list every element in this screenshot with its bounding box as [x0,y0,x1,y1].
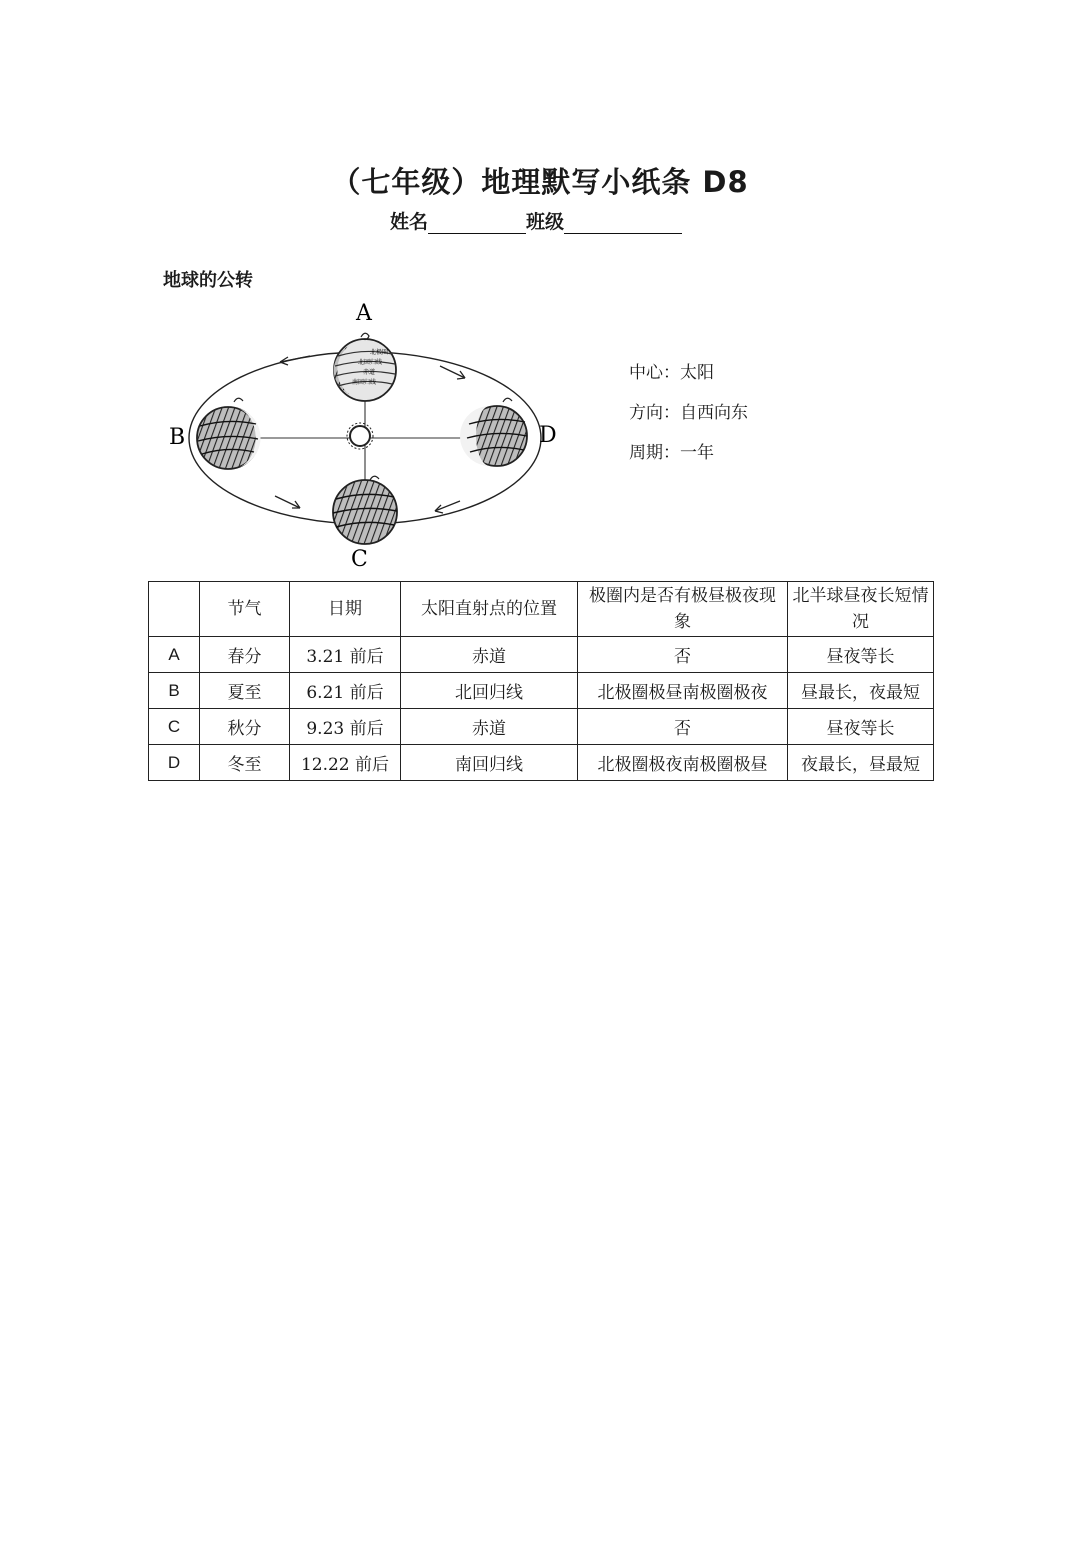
globe-a-line-label: 南回归线 [352,379,377,386]
table-row [149,673,934,709]
cell: 夜最长，昼最短 [788,745,934,781]
cell: 否 [578,637,788,673]
table-row [149,709,934,745]
label-d: D [539,423,557,448]
cell: 冬至 [200,745,290,781]
cell: 12.22 前后 [290,745,401,781]
cell: 北极圈极昼南极圈极夜 [578,673,788,709]
class-blank[interactable] [564,211,682,234]
globe-a-line-label: 北回归线 [358,359,383,366]
name-label: 姓名 [390,211,429,233]
header-cell: 极圈内是否有极昼极夜现象 [578,582,788,637]
header-cell [149,582,200,637]
sun-icon [347,423,373,449]
label-a: A [356,301,372,326]
cell: 北回归线 [401,673,578,709]
cell: 昼最长，夜最短 [788,673,934,709]
cell: A [149,637,200,673]
globe-a-line-label: 北极圈 [370,349,389,356]
globe-a-icon [334,333,396,401]
section-title: 地球的公转 [163,270,253,291]
info-period: 周期：一年 [629,443,714,463]
cell: 9.23 前后 [290,709,401,745]
revolution-diagram [160,296,570,574]
globe-b-icon [197,398,261,469]
globe-d-icon [460,398,527,466]
arrow-icon [435,501,460,511]
cell: 昼夜等长 [788,709,934,745]
cell: 南回归线 [401,745,578,781]
cell: 夏至 [200,673,290,709]
cell: 春分 [200,637,290,673]
globe-c-icon [333,476,397,544]
label-b: B [169,425,186,450]
cell: 赤道 [401,637,578,673]
header-cell: 日期 [290,582,401,637]
table-header-row [149,582,934,637]
info-direction: 方向：自西向东 [629,403,748,423]
cell: 6.21 前后 [290,673,401,709]
class-label: 班级 [526,211,565,233]
header-cell: 北半球昼夜长短情况 [788,582,934,637]
table-row [149,745,934,781]
header-cell: 节气 [200,582,290,637]
name-class-line [390,207,682,234]
cell: 秋分 [200,709,290,745]
label-c: C [351,547,368,572]
solar-terms-table [148,581,934,781]
cell: D [149,745,200,781]
cell: C [149,709,200,745]
cell: 3.21 前后 [290,637,401,673]
page-title: （七年级）地理默写小纸条 D8 [331,165,749,199]
revolution-info [629,360,748,480]
name-blank[interactable] [428,211,526,234]
table-row [149,637,934,673]
cell: 赤道 [401,709,578,745]
cell: 北极圈极夜南极圈极昼 [578,745,788,781]
cell: B [149,673,200,709]
globe-a-line-label: 赤道 [363,369,376,376]
info-center: 中心：太阳 [629,363,714,383]
cell: 昼夜等长 [788,637,934,673]
header-cell: 太阳直射点的位置 [401,582,578,637]
cell: 否 [578,709,788,745]
